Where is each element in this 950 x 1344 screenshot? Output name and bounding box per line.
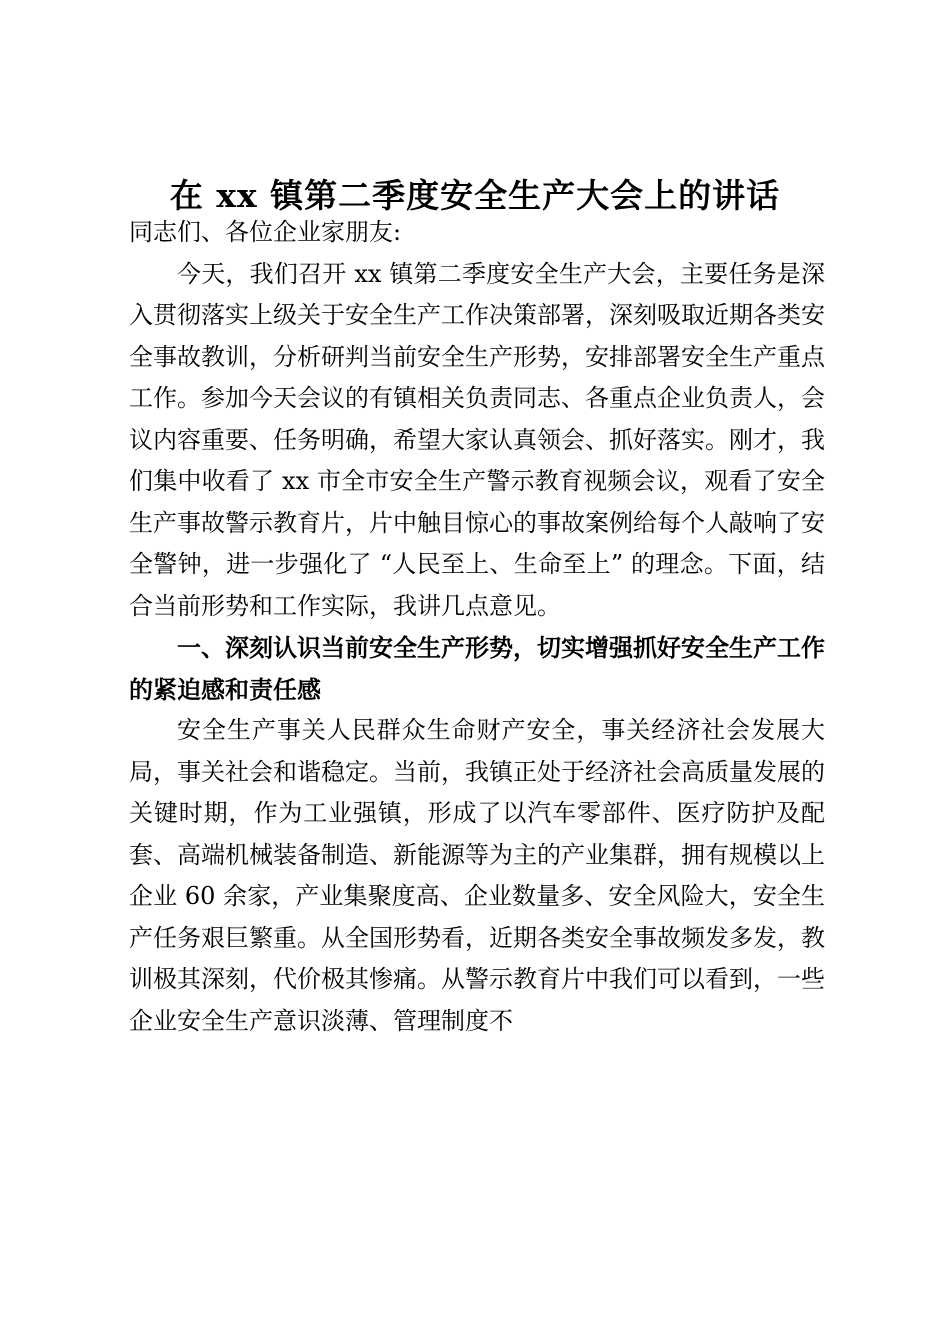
section-paragraph: 安全生产事关人民群众生命财产安全，事关经济社会发展大局，事关社会和谐稳定。当前，我镇正处于经济社会高质量发展的关键时期，作为工业强镇，形成了以汽车零部件、医疗防护及配套、高端机械装备制造、新能源等为主的产业集群，拥有规模以上企业 60 余家，产业集聚度高、企业数量多、安全风险大，安全生产任务艰巨繁重。从全国形势看，近期各类安全事故频发多发，教训极其深刻，代价极其惨痛。从警示教育片中我们可以看到，一些企业安全生产意识淡薄、管理制度不 [129,716,825,1035]
section-heading: 一、深刻认识当前安全生产形势，切实增强抓好安全生产工作的紧迫感和责任感 [129,633,825,704]
salutation: 同志们、各位企业家朋友: [129,218,402,246]
intro-paragraph: 今天，我们召开 xx 镇第二季度安全生产大会，主要任务是深入贯彻落实上级关于安全生产工作决策部署，深刻吸取近期各类安全事故教训，分析研判当前安全生产形势，安排部署安全生产重点工作。参加今天会议的有镇相关负责同志、各重点企业负责人，会议内容重要、任务明确，希望大家认真领会、抓好落实。刚才，我们集中收看了 xx 市全市安全生产警示教育视频会议，观看了安全生产事故警示教育片，片中触目惊心的事故案例给每个人敲响了安全警钟，进一步强化了 “人民至上、生命至上” 的理念。下面，结合当前形势和工作实际，我讲几点意见。 [129,259,825,620]
document-body [129,212,825,1042]
document-title: 在 xx 镇第二季度安全生产大会上的讲话 [169,176,781,215]
